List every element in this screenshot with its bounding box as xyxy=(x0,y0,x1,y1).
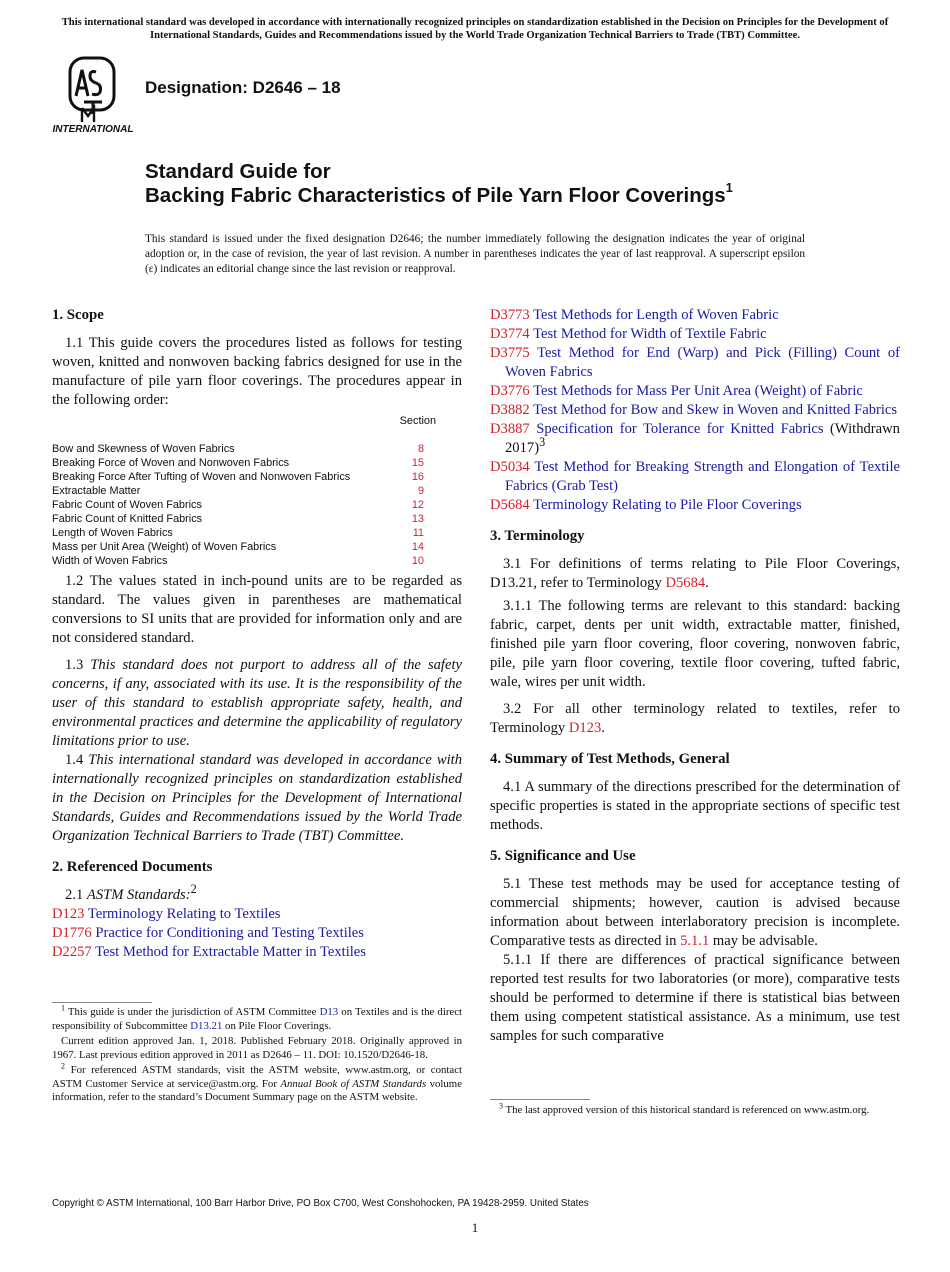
toc-section-link[interactable]: 11 xyxy=(412,527,424,539)
section-heading-terminology: 3. Terminology xyxy=(490,528,585,544)
toc-row xyxy=(52,456,462,470)
reference-code-link[interactable]: D5684 xyxy=(490,497,530,513)
reference-code-link[interactable]: D3882 xyxy=(490,402,530,418)
toc-label: Breaking Force of Woven and Nonwoven Fabrics xyxy=(52,457,290,469)
toc-row xyxy=(52,442,462,456)
copyright: Copyright © ASTM International, 100 Barr Harbor Drive, PO Box C700, West Conshohocken, PA 19428-2959. United States xyxy=(52,1198,589,1209)
section-heading-summary: 4. Summary of Test Methods, General xyxy=(490,751,730,767)
reference-title-link[interactable]: Test Method for Extractable Matter in Textiles xyxy=(95,944,366,960)
reference-item xyxy=(52,943,462,962)
page-number: 1 xyxy=(471,1220,479,1235)
paragraph-5-1-1: 5.1.1 If there are differences of practical significance between reported test results for two laboratories (or more), comparative tests should be performed to determine if there is statistical bias between them using competent statistical assistance. As a minimum, use test samples for such comparative xyxy=(490,952,900,1044)
issued-note: This standard is issued under the fixed designation D2646; the number immediately following the designation indicates the year of original adoption or, in the case of revision, the year of last revision. A number in parentheses indicates the year of last reapproval. A superscript epsilon (ε) indicates an editorial change since the last revision or reapproval. xyxy=(145,233,805,275)
reference-code-link[interactable]: D3773 xyxy=(490,307,530,323)
reference-code-link[interactable]: D1776 xyxy=(52,925,92,941)
toc-label: Extractable Matter xyxy=(52,485,141,497)
reference-title-link[interactable]: Test Methods for Length of Woven Fabric xyxy=(533,307,779,323)
toc-section-link[interactable]: 12 xyxy=(411,499,424,511)
reference-list-right xyxy=(490,306,900,515)
footnote-3: $^3$ The last approved version of this historical standard is referenced on www.astm.org. xyxy=(499,1101,870,1116)
toc-row xyxy=(52,512,462,526)
footnote-2: $^2$ For referenced ASTM standards, visit the ASTM website, www.astm.org, or contact ASTM Customer Service at service@astm.org. For Annual Book of ASTM Standards volume information, refer to the standard’s Document Summary page on the ASTM website. xyxy=(52,1061,462,1103)
section-heading-significance: 5. Significance and Use xyxy=(490,848,636,864)
toc-label: Bow and Skewness of Woven Fabrics xyxy=(52,443,235,455)
paragraph-4-1: 4.1 A summary of the directions prescribed for the determination of specific properties is stated in the appropriate sections of specific test methods. xyxy=(490,779,900,833)
paragraph-1-2: 1.2 The values stated in inch-pound units are to be regarded as standard. The values given in parentheses are mathematical conversions to SI units that are provided for information only and are not considered standard. xyxy=(52,573,462,646)
reference-item xyxy=(490,420,900,458)
footnote-1: $^1$ This guide is under the jurisdiction of ASTM Committee D13 on Textiles and is the direct responsibility of Subcommittee D13.21 on Pile Floor Coverings. xyxy=(52,1003,462,1032)
title-line-2: Backing Fabric Characteristics of Pile Yarn Floor Coverings$^1$ xyxy=(145,180,733,207)
paragraph-1-1: 1.1 This guide covers the procedures listed as follows for testing woven, knitted and nonwoven backing fabrics designed for use in the manufacture of pile yarn floor coverings. The procedures appear in the following order: xyxy=(52,335,462,408)
paragraph-3-2: 3.2 For all other terminology related to textiles, refer to Terminology D123. xyxy=(490,701,900,736)
toc-row xyxy=(52,498,462,512)
document-title xyxy=(145,160,733,208)
reference-title-link[interactable]: Test Method for End (Warp) and Pick (Filling) Count of Woven Fabrics xyxy=(505,345,900,380)
reference-item xyxy=(490,458,900,496)
toc-section-link[interactable]: 9 xyxy=(417,485,424,497)
reference-item xyxy=(490,306,900,325)
reference-code-link[interactable]: D3887 xyxy=(490,421,530,437)
reference-title-link[interactable]: Terminology Relating to Pile Floor Coverings xyxy=(533,497,802,513)
toc-label: Width of Woven Fabrics xyxy=(52,555,168,567)
toc-row xyxy=(52,484,462,498)
reference-code-link[interactable]: D3774 xyxy=(490,326,530,342)
paragraph-3-1-1: 3.1.1 The following terms are relevant to this standard: backing fabric, carpet, dents per unit width, extractable matter, finished, finished pile yarn floor covering, floor covering, nonwoven fabric, pile, pile yarn floor covering, textile floor covering, tufted fabric, wale, wires per unit width. xyxy=(490,598,900,690)
toc-section-link[interactable]: 13 xyxy=(411,513,424,525)
title-line-1: Standard Guide for xyxy=(145,160,331,183)
reference-item xyxy=(490,496,900,515)
right-column xyxy=(490,306,900,1046)
toc-row xyxy=(52,526,462,540)
reference-code-link[interactable]: D3776 xyxy=(490,383,530,399)
reference-title-link[interactable]: Test Method for Breaking Strength and Elongation of Textile Fabrics (Grab Test) xyxy=(505,459,900,494)
reference-code-link[interactable]: D2257 xyxy=(52,944,92,960)
link-d123[interactable]: D123 xyxy=(568,720,602,736)
link-d5684[interactable]: D5684 xyxy=(665,575,706,591)
toc-label: Fabric Count of Knitted Fabrics xyxy=(52,513,203,525)
reference-title-link[interactable]: Test Methods for Mass Per Unit Area (Weight) of Fabric xyxy=(533,383,863,399)
left-column xyxy=(52,306,462,962)
toc-row xyxy=(52,470,462,484)
reference-list-left xyxy=(52,905,462,962)
astm-logo-icon xyxy=(52,56,134,134)
reference-title-link[interactable]: Practice for Conditioning and Testing Textiles xyxy=(95,925,364,941)
reference-item xyxy=(490,382,900,401)
paragraph-1-3: 1.3 This standard does not purport to address all of the safety concerns, if any, associated with its use. It is the responsibility of the user of this standard to establish appropriate safety, health, and environmental practices and determine the applicability of regulatory limitations prior to use. xyxy=(52,657,462,749)
reference-item xyxy=(490,325,900,344)
reference-item xyxy=(52,924,462,943)
footnote-rule-left xyxy=(52,1002,152,1003)
toc-label: Mass per Unit Area (Weight) of Woven Fabrics xyxy=(52,541,277,553)
reference-title-link[interactable]: Test Method for Bow and Skew in Woven and Knitted Fabrics xyxy=(533,402,898,418)
footnote-1-edition: Current edition approved Jan. 1, 2018. Published February 2018. Originally approved in 1967. Last previous edition approved in 2011 as D2646 – 11. DOI: 10.1520/D2646-18. xyxy=(52,1035,462,1061)
toc-label: Fabric Count of Woven Fabrics xyxy=(52,499,202,511)
footnote-rule-right xyxy=(490,1099,590,1100)
toc-section-link[interactable]: 15 xyxy=(411,457,424,469)
footnote-link-d13-21[interactable]: D13.21 xyxy=(190,1019,223,1032)
reference-item xyxy=(490,401,900,420)
reference-code-link[interactable]: D123 xyxy=(52,906,85,922)
reference-item xyxy=(490,344,900,382)
link-5-1-1[interactable]: 5.1.1 xyxy=(680,933,710,949)
reference-note: (Withdrawn 2017) xyxy=(505,421,900,456)
paragraph-5-1: 5.1 These test methods may be used for acceptance testing of commercial shipments; however, caution is advised because information about between interlaboratory precision is incomplete. Comparative tests as directed in 5.1.1 may be advisable. xyxy=(490,876,900,949)
footnotes-left xyxy=(52,1003,462,1107)
astm-logo xyxy=(52,56,134,134)
toc-section-link[interactable]: 16 xyxy=(411,471,424,483)
toc-section-link[interactable]: 14 xyxy=(411,541,424,553)
toc-label: Breaking Force After Tufting of Woven and Nonwoven Fabrics xyxy=(52,471,351,483)
reference-code-link[interactable]: D3775 xyxy=(490,345,530,361)
reference-code-link[interactable]: D5034 xyxy=(490,459,530,475)
reference-item xyxy=(52,905,462,924)
section-heading-scope: 1. Scope xyxy=(52,307,104,323)
toc-header: Section xyxy=(399,415,436,427)
reference-title-link[interactable]: Test Method for Width of Textile Fabric xyxy=(533,326,767,342)
reference-title-link[interactable]: Specification for Tolerance for Knitted Fabrics xyxy=(536,421,824,437)
toc-label: Length of Woven Fabrics xyxy=(52,527,173,539)
designation: Designation: D2646 – 18 xyxy=(145,78,341,97)
footnote-right xyxy=(490,1101,900,1120)
reference-title-link[interactable]: Terminology Relating to Textiles xyxy=(87,906,281,922)
header-note: This international standard was developed in accordance with internationally recognized principles on standardization established in the Decision on Principles for the Development of International Standards, Guides and Recommendations issued by the World Trade Organization Technical Barriers to Trade (TBT) Committee. xyxy=(61,17,889,41)
toc-row xyxy=(52,540,462,554)
footnote-link-d13[interactable]: D13 xyxy=(319,1006,339,1018)
toc-section-link[interactable]: 10 xyxy=(411,555,424,567)
reference-note-sup: 3 xyxy=(539,435,546,450)
paragraph-3-1: 3.1 For definitions of terms relating to Pile Floor Coverings, D13.21, refer to Terminology D5684. xyxy=(490,556,900,591)
logo-text: INTERNATIONAL xyxy=(52,124,134,134)
section-heading-referenced: 2. Referenced Documents xyxy=(52,859,213,875)
paragraph-2-1: 2.1 ASTM Standards:$^2$ xyxy=(65,882,197,903)
paragraph-1-4: 1.4 This international standard was developed in accordance with internationally recognized principles on standardization established in the Decision on Principles for the Development of International Standards, Guides and Recommendations issued by the World Trade Organization Technical Barriers to Trade (TBT) Committee. xyxy=(52,752,463,844)
toc-row xyxy=(52,554,462,568)
section-table xyxy=(52,414,462,568)
toc-section-link[interactable]: 8 xyxy=(417,443,424,455)
